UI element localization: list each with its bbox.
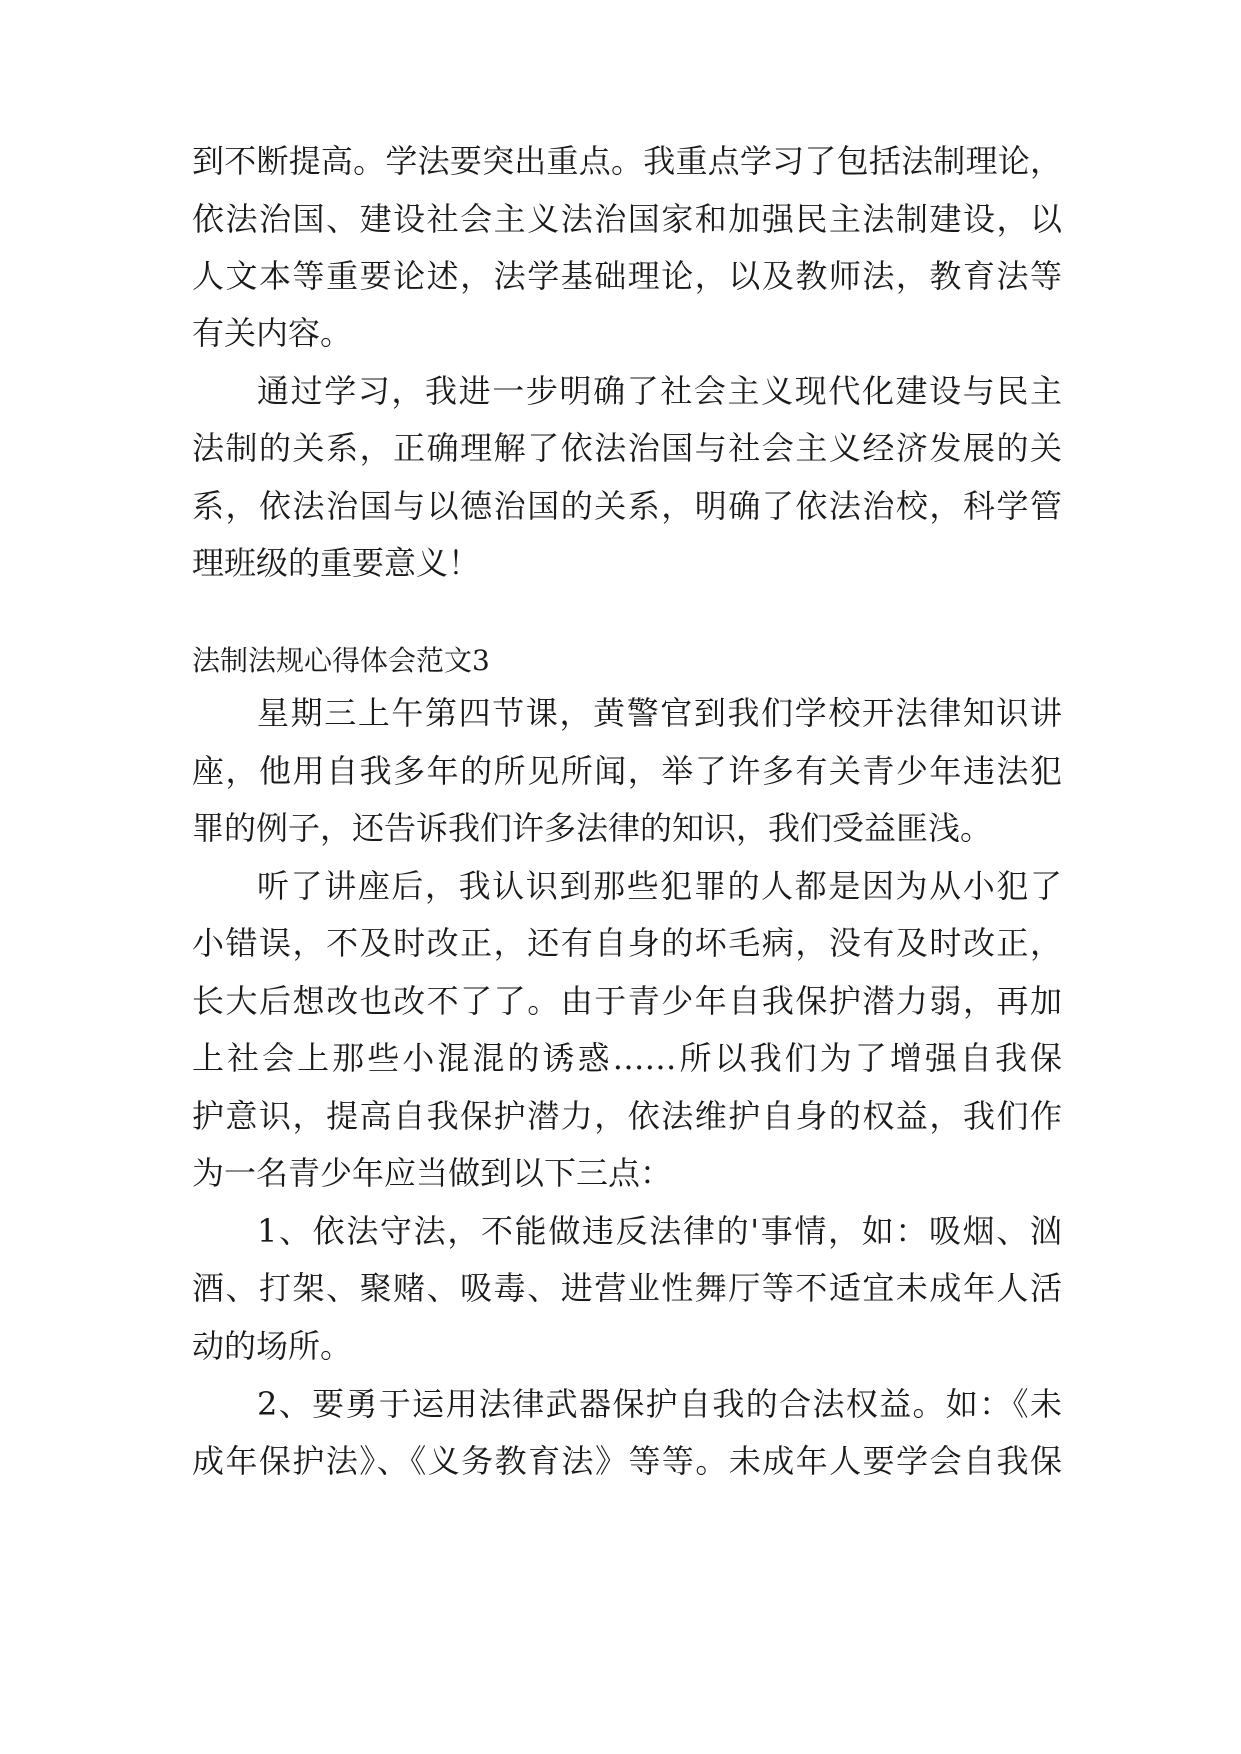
paragraph-line-10: 星期三上午第四节课，黄警官到我们学校开法律知识讲 (257, 694, 1062, 732)
paragraph-line-17: 护意识，提高自我保护潜力，依法维护自身的权益，我们作 (192, 1097, 1062, 1135)
paragraph-line-12: 罪的例子，还告诉我们许多法律的知识，我们受益匪浅。 (192, 809, 993, 847)
paragraph-line-18: 为一名青少年应当做到以下三点： (192, 1154, 673, 1192)
paragraph-line-6: 法制的关系，正确理解了依法治国与社会主义经济发展的关 (192, 429, 1062, 467)
paragraph-line-8: 理班级的重要意义！ (192, 544, 481, 582)
paragraph-line-3: 人文本等重要论述，法学基础理论，以及教师法，教育法等 (192, 257, 1062, 295)
paragraph-line-15: 长大后想改也改不了了。由于青少年自我保护潜力弱，再加 (192, 982, 1062, 1020)
paragraph-line-16: 上社会上那些小混混的诱惑……所以我们为了增强自我保 (192, 1039, 1062, 1077)
section-heading: 法制法规心得体会范文3 (192, 644, 490, 677)
paragraph-line-23: 成年保护法》、《义务教育法》等等。未成年人要学会自我保 (192, 1442, 1062, 1480)
paragraph-line-1: 到不断提高。学法要突出重点。我重点学习了包括法制理论， (192, 142, 1062, 180)
paragraph-line-4: 有关内容。 (192, 314, 353, 352)
paragraph-line-2: 依法治国、建设社会主义法治国家和加强民主法制建设，以 (192, 200, 1062, 238)
paragraph-line-22: 2、要勇于运用法律武器保护自我的合法权益。如：《未 (257, 1385, 1062, 1423)
paragraph-line-19: 1、依法守法，不能做违反法律的'事情，如：吸烟、汹 (257, 1212, 1062, 1250)
paragraph-line-14: 小错误，不及时改正，还有自身的坏毛病，没有及时改正， (192, 924, 1062, 962)
paragraph-line-7: 系，依法治国与以德治国的关系，明确了依法治校，科学管 (192, 487, 1062, 525)
paragraph-line-20: 酒、打架、聚赌、吸毒、进营业性舞厅等不适宜未成年人活 (192, 1269, 1062, 1307)
paragraph-line-5: 通过学习，我进一步明确了社会主义现代化建设与民主 (257, 372, 1062, 410)
paragraph-line-11: 座，他用自我多年的所见所闻，举了许多有关青少年违法犯 (192, 752, 1062, 790)
paragraph-line-13: 听了讲座后，我认识到那些犯罪的人都是因为从小犯了 (257, 867, 1062, 905)
paragraph-line-21: 动的场所。 (192, 1327, 353, 1365)
